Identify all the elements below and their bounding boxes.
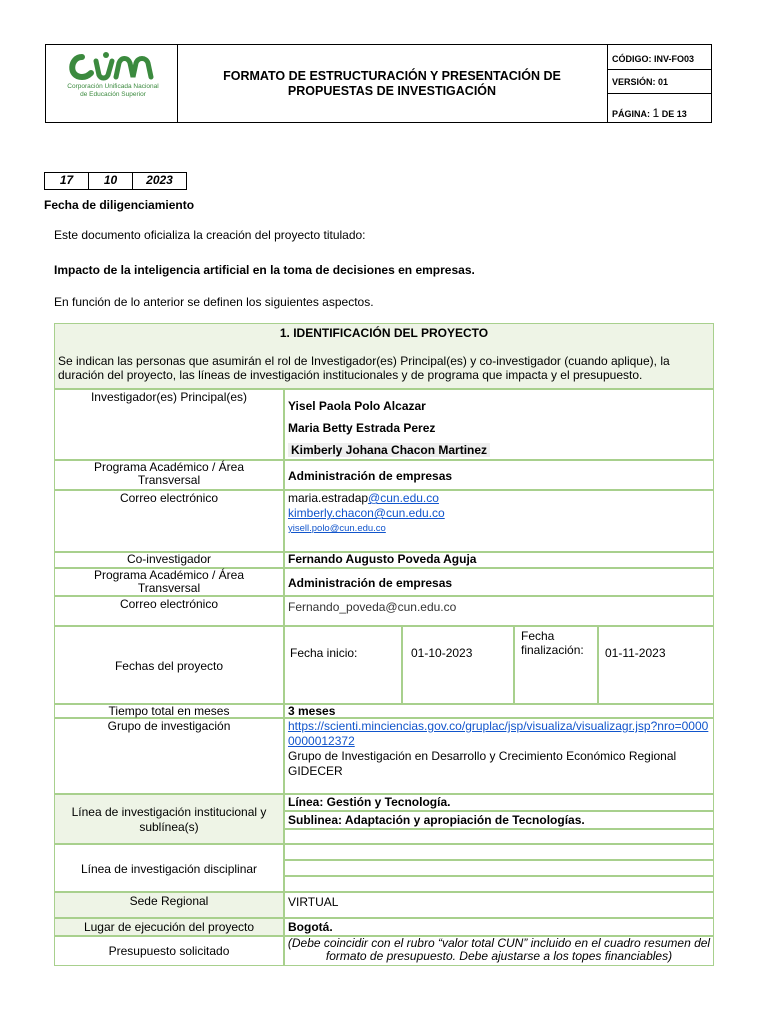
section-description: Se indican las personas que asumirán el rol de Investigador(es) Principal(es) y co-investigador (cuando aplique), la duración del proyecto, las líneas de investigación institucionales y de programa que impacta y el presupuesto.: [58, 354, 670, 382]
programa-label: Programa Académico / Área Transversal: [54, 460, 284, 490]
grupo-name: Grupo de Investigación en Desarrollo y Crecimiento Económico Regional GIDECER: [288, 749, 677, 778]
linea-inst-label: Línea de investigación institucional y sublínea(s): [54, 794, 284, 844]
correo-line: [288, 491, 713, 506]
document-title-text: FORMATO DE ESTRUCTURACIÓN Y PRESENTACIÓN DE PROPUESTAS DE INVESTIGACIÓN: [223, 68, 561, 98]
fecha-fin-label: Fecha finalización:: [514, 626, 598, 704]
sede-value: VIRTUAL: [284, 892, 714, 918]
correo2-value: Fernando_poveda@cun.edu.co: [284, 596, 714, 626]
intro-line: Este documento oficializa la creación del proyecto titulado:: [54, 228, 366, 242]
logo-caption: [54, 83, 172, 99]
programa-value: Administración de empresas: [284, 460, 714, 490]
correo-label: Correo electrónico: [54, 490, 284, 552]
document-header: [45, 44, 712, 123]
logo-caption-line: de Educación Superior: [80, 91, 146, 98]
presupuesto-label: Presupuesto solicitado: [54, 936, 284, 966]
programa2-label: Programa Académico / Área Transversal: [54, 568, 284, 596]
date-year: 2023: [132, 172, 187, 190]
pagina-total: DE 13: [659, 109, 687, 119]
programa2-value: Administración de empresas: [284, 568, 714, 596]
pagina: [608, 94, 712, 123]
pagina-label: PÁGINA:: [612, 109, 653, 119]
linea-inst-value: Línea: Gestión y Tecnología.: [284, 794, 714, 811]
lugar-value: Bogotá.: [284, 918, 714, 936]
presupuesto-value: (Debe coincidir con el rubro “valor total CUN” incluido en el cuadro resumen del formato de presupuesto. Debe ajustarse a los topes financiables): [284, 936, 714, 966]
empty-cell: [284, 829, 714, 844]
investigador-name: Kimberly Johana Chacon Martinez: [288, 443, 490, 457]
fechas-label: Fechas del proyecto: [54, 626, 284, 704]
investigadores-value: [284, 389, 714, 460]
fecha-inicio-value: 01-10-2023: [402, 626, 514, 704]
fecha-fin-value: 01-11-2023: [598, 626, 714, 704]
date-day: 17: [44, 172, 89, 190]
codigo: CÓDIGO: INV-FO03: [608, 45, 712, 70]
date-month: 10: [88, 172, 133, 190]
investigador-name: Maria Betty Estrada Perez: [288, 421, 436, 435]
cun-logo-icon: [66, 49, 158, 85]
logo-cell: [46, 45, 178, 122]
empty-cell: [284, 876, 714, 892]
empty-cell: [284, 844, 714, 860]
correo-user: maria.estradap: [288, 491, 369, 505]
version: VERSIÓN: 01: [608, 70, 712, 94]
fecha-inicio-label: Fecha inicio:: [284, 626, 402, 704]
grupo-value: [284, 718, 714, 794]
project-title: Impacto de la inteligencia artificial en la toma de decisiones en empresas.: [54, 263, 475, 277]
coinv-value: Fernando Augusto Poveda Aguja: [284, 552, 714, 568]
grupo-label: Grupo de investigación: [54, 718, 284, 794]
lugar-label: Lugar de ejecución del proyecto: [54, 918, 284, 936]
intro-line-2: En función de lo anterior se definen los siguientes aspectos.: [54, 295, 374, 309]
document-title: [177, 45, 608, 122]
correo-value: [284, 490, 714, 552]
date-label: Fecha de diligenciamiento: [44, 198, 195, 212]
linea-disc-label: Línea de investigación disciplinar: [54, 844, 284, 892]
investigador-name: Yisel Paola Polo Alcazar: [288, 399, 426, 413]
grupo-link[interactable]: https://scienti.minciencias.gov.co/gruplac/jsp/visualiza/visualizagr.jsp?nro=00000000012372: [288, 719, 709, 748]
logo-caption-line: Corporación Unificada Nacional: [67, 83, 159, 90]
sede-label: Sede Regional: [54, 892, 284, 918]
tiempo-value: 3 meses: [284, 704, 714, 718]
sublinea-value: Sublinea: Adaptación y apropiación de Tecnologías.: [284, 811, 714, 829]
correo2-label: Correo electrónico: [54, 596, 284, 626]
section-title: 1. IDENTIFICACIÓN DEL PROYECTO: [279, 326, 489, 340]
correo-link-2[interactable]: kimberly.chacon@cun.edu.co: [288, 506, 445, 520]
section-header: [54, 323, 714, 389]
correo-link[interactable]: @cun.edu.co: [368, 491, 439, 505]
pagina-num: 1: [652, 106, 660, 120]
empty-cell: [284, 860, 714, 876]
correo-link-3[interactable]: yisell.polo@cun.edu.co: [288, 523, 386, 534]
tiempo-label: Tiempo total en meses: [54, 704, 284, 718]
coinv-label: Co-investigador: [54, 552, 284, 568]
investigadores-label: Investigador(es) Principal(es): [54, 389, 284, 460]
